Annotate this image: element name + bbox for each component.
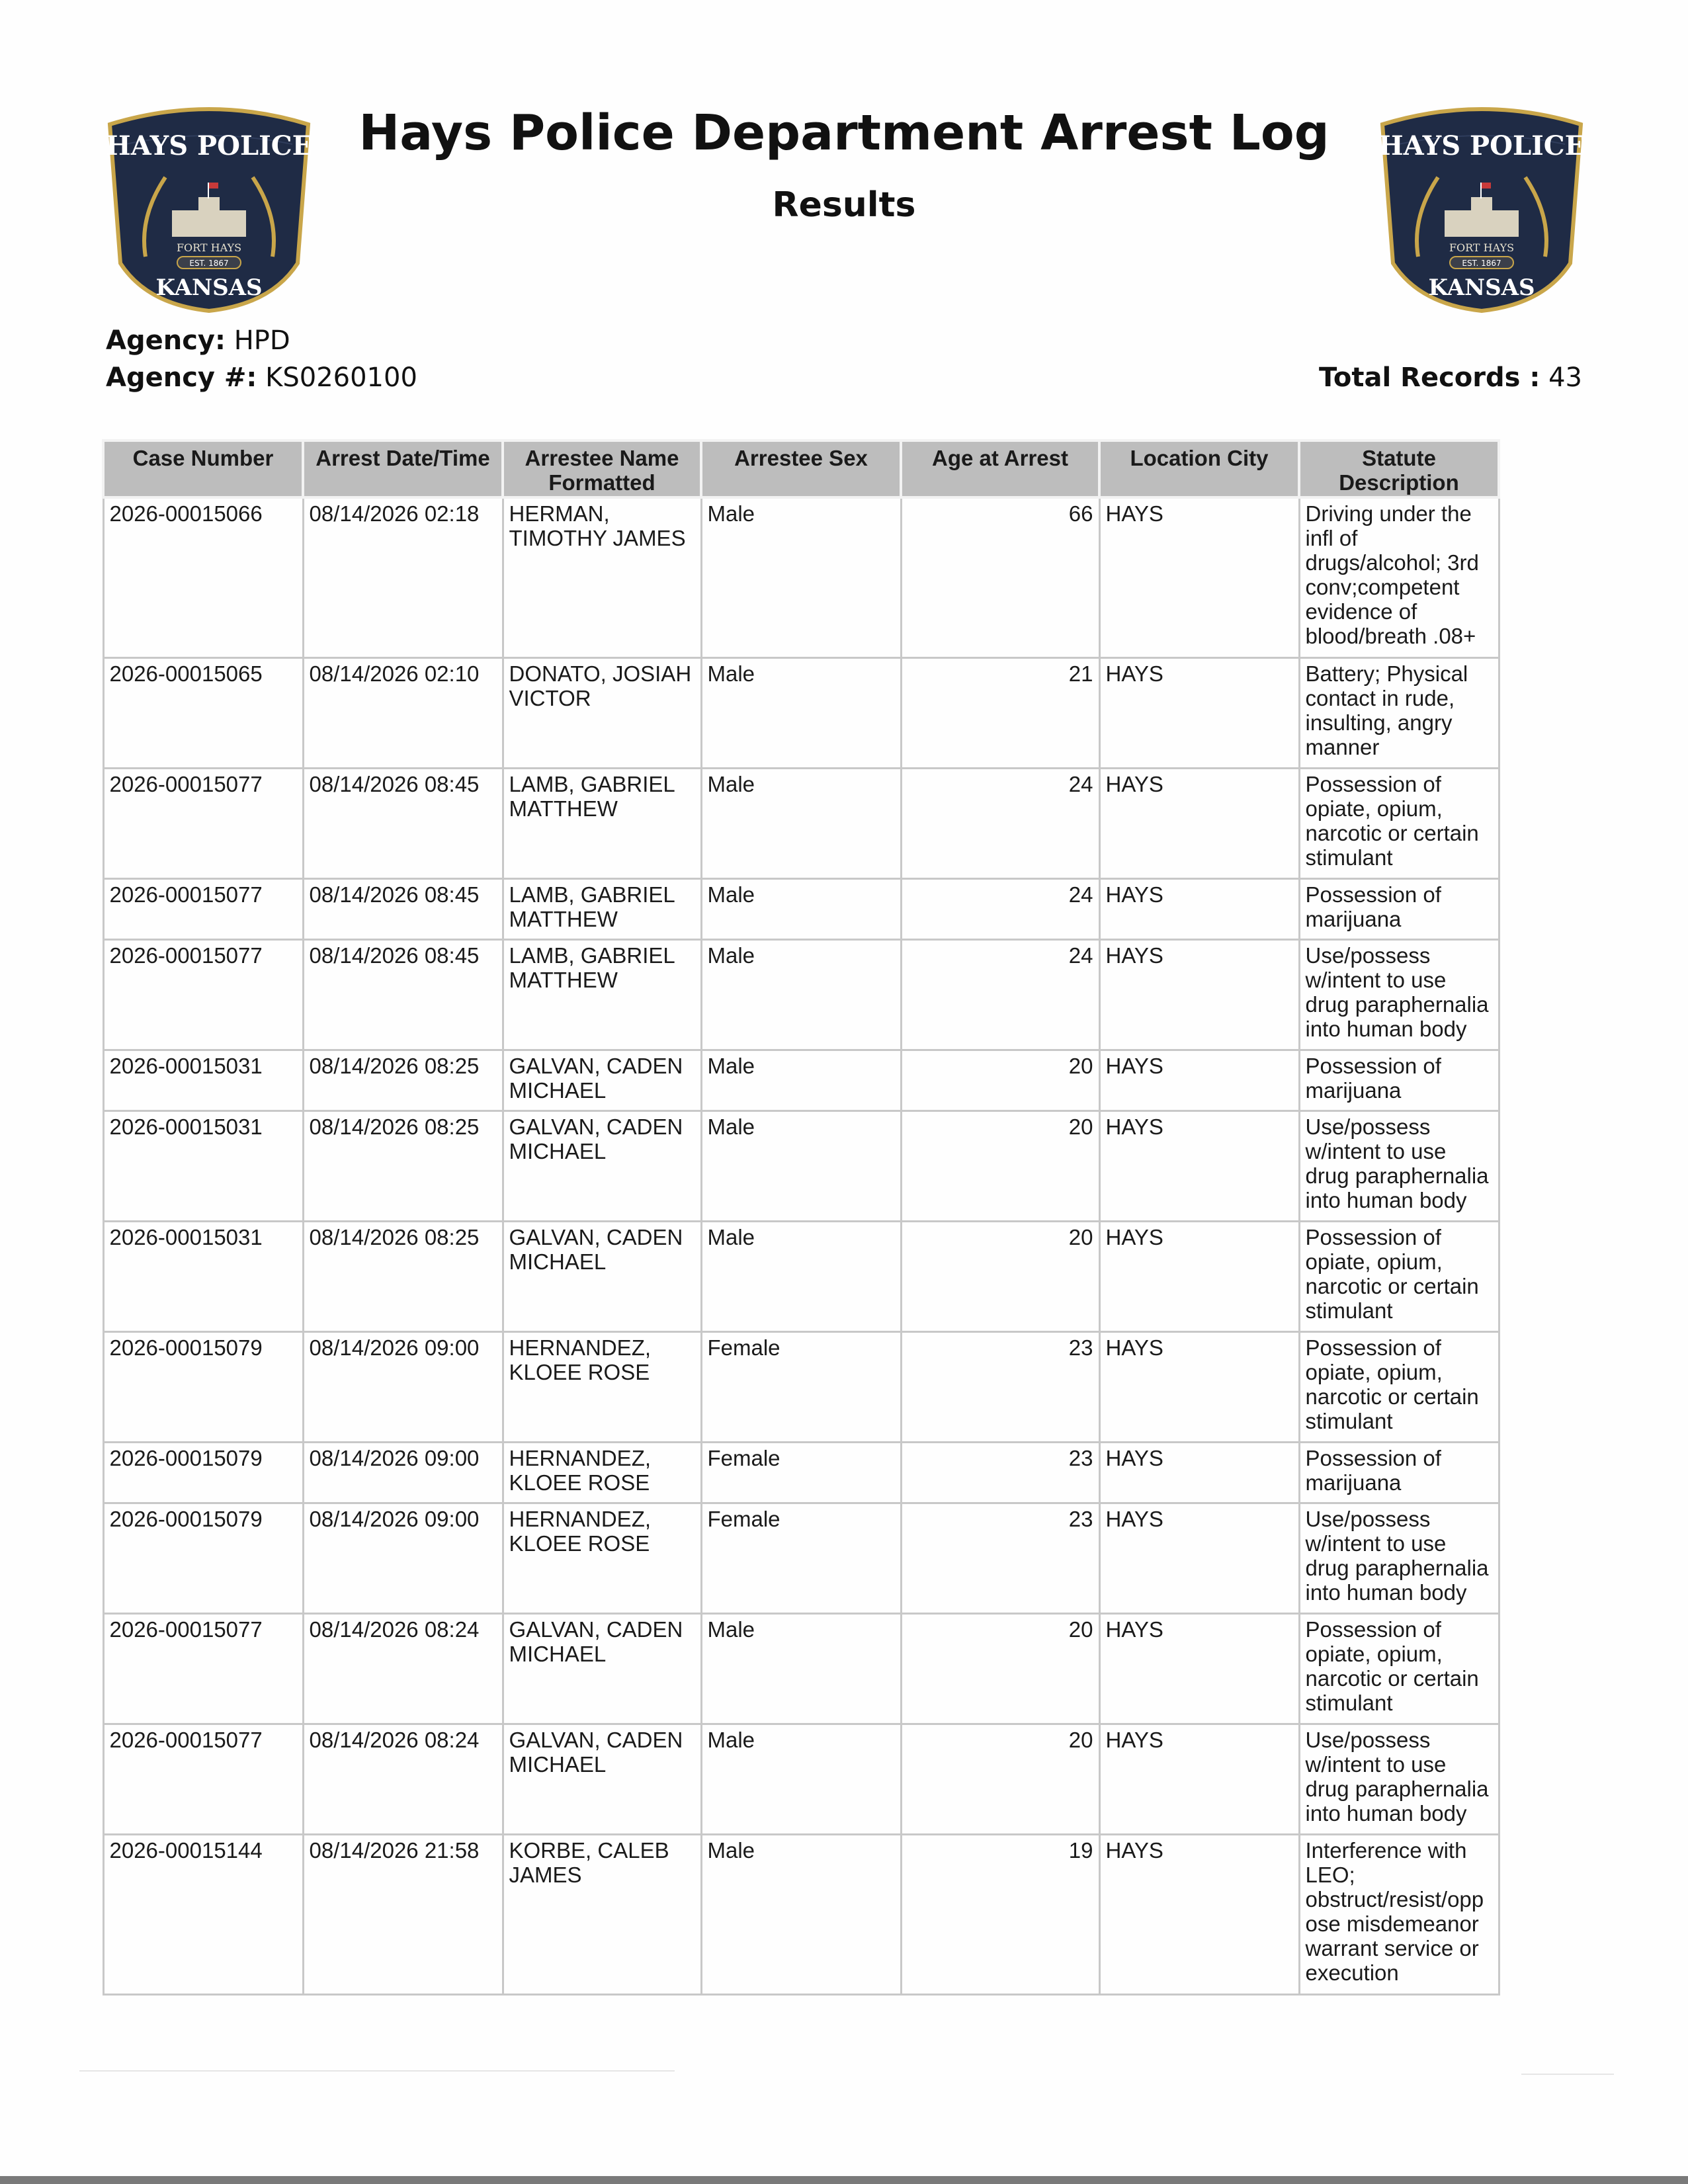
statute-description-cell: Use/possess w/intent to use drug paraphernalia into human body — [1299, 1503, 1499, 1613]
arrestee-sex-cell: Male — [701, 768, 901, 878]
table-row — [103, 657, 1499, 768]
page-title: Hays Police Department Arrest Log — [359, 105, 1329, 161]
statute-description-cell: Possession of opiate, opium, narcotic or certain stimulant — [1299, 1613, 1499, 1724]
age-cell: 21 — [901, 657, 1099, 768]
arrestee-sex-cell: Male — [701, 1221, 901, 1331]
age-cell: 20 — [901, 1111, 1099, 1221]
arrestee-sex-cell: Female — [701, 1503, 901, 1613]
statute-description-cell: Possession of opiate, opium, narcotic or certain stimulant — [1299, 1331, 1499, 1442]
arrest-datetime-cell: 08/14/2026 08:24 — [303, 1613, 503, 1724]
location-city-cell: HAYS — [1099, 939, 1299, 1050]
age-cell: 24 — [901, 878, 1099, 939]
arrest-datetime-cell: 08/14/2026 21:58 — [303, 1834, 503, 1994]
case-number-cell: 2026-00015079 — [103, 1503, 303, 1613]
arrestee-name-cell: HERNANDEZ, KLOEE ROSE — [503, 1331, 701, 1442]
age-cell: 24 — [901, 939, 1099, 1050]
scan-smudge — [79, 2070, 675, 2072]
statute-description-cell: Driving under the infl of drugs/alcohol; 3rd conv;competent evidence of blood/breath .08+ — [1299, 497, 1499, 657]
table-row — [103, 1724, 1499, 1834]
badge-inner-text: FORT HAYS — [1449, 241, 1515, 254]
statute-description-cell: Possession of opiate, opium, narcotic or certain stimulant — [1299, 1221, 1499, 1331]
table-row — [103, 939, 1499, 1050]
column-header-arrestee-sex: Arrestee Sex — [701, 441, 901, 497]
arrest-datetime-cell: 08/14/2026 09:00 — [303, 1503, 503, 1613]
arrest-datetime-cell: 08/14/2026 08:45 — [303, 939, 503, 1050]
statute-description-cell: Possession of marijuana — [1299, 878, 1499, 939]
table-row — [103, 1111, 1499, 1221]
arrestee-sex-cell: Male — [701, 1724, 901, 1834]
table-row — [103, 1050, 1499, 1111]
age-cell: 20 — [901, 1724, 1099, 1834]
location-city-cell: HAYS — [1099, 1724, 1299, 1834]
location-city-cell: HAYS — [1099, 1503, 1299, 1613]
badge-est-text: EST. 1867 — [189, 259, 229, 268]
scan-smudge — [1521, 2074, 1614, 2075]
column-header-age-at-arrest: Age at Arrest — [901, 441, 1099, 497]
badge-top-text: HAYS POLICE — [1378, 130, 1585, 161]
statute-description-cell: Use/possess w/intent to use drug paraphernalia into human body — [1299, 1724, 1499, 1834]
arrest-datetime-cell: 08/14/2026 09:00 — [303, 1442, 503, 1503]
table-row — [103, 1221, 1499, 1331]
table-row — [103, 1503, 1499, 1613]
location-city-cell: HAYS — [1099, 497, 1299, 657]
case-number-cell: 2026-00015031 — [103, 1111, 303, 1221]
badge-inner-text: FORT HAYS — [176, 241, 242, 254]
arrest-datetime-cell: 08/14/2026 08:25 — [303, 1221, 503, 1331]
arrestee-sex-cell: Male — [701, 497, 901, 657]
arrestee-sex-cell: Male — [701, 939, 901, 1050]
agency-value: HPD — [233, 325, 290, 356]
badge-top-text: HAYS POLICE — [105, 130, 313, 161]
badge-bottom-text: KANSAS — [155, 274, 263, 301]
arrestee-name-cell: HERNANDEZ, KLOEE ROSE — [503, 1442, 701, 1503]
location-city-cell: HAYS — [1099, 1111, 1299, 1221]
agency-number-value: KS0260100 — [265, 362, 417, 393]
arrestee-name-cell: GALVAN, CADEN MICHAEL — [503, 1221, 701, 1331]
arrest-datetime-cell: 08/14/2026 02:10 — [303, 657, 503, 768]
location-city-cell: HAYS — [1099, 1442, 1299, 1503]
case-number-cell: 2026-00015065 — [103, 657, 303, 768]
arrest-datetime-cell: 08/14/2026 08:25 — [303, 1111, 503, 1221]
column-header-location-city: Location City — [1099, 441, 1299, 497]
table-row — [103, 1442, 1499, 1503]
case-number-cell: 2026-00015066 — [103, 497, 303, 657]
case-number-cell: 2026-00015077 — [103, 768, 303, 878]
column-header-statute-description: Statute Description — [1299, 441, 1499, 497]
agency-number-line — [106, 362, 417, 393]
arrestee-sex-cell: Female — [701, 1331, 901, 1442]
arrestee-name-cell: LAMB, GABRIEL MATTHEW — [503, 939, 701, 1050]
case-number-cell: 2026-00015077 — [103, 1613, 303, 1724]
column-header-arrest-datetime: Arrest Date/Time — [303, 441, 503, 497]
arrestee-sex-cell: Male — [701, 1613, 901, 1724]
badge-est-text: EST. 1867 — [1462, 259, 1501, 268]
statute-description-cell: Possession of opiate, opium, narcotic or certain stimulant — [1299, 768, 1499, 878]
age-cell: 20 — [901, 1221, 1099, 1331]
table-row — [103, 1834, 1499, 1994]
location-city-cell: HAYS — [1099, 878, 1299, 939]
location-city-cell: HAYS — [1099, 768, 1299, 878]
statute-description-cell: Use/possess w/intent to use drug paraphernalia into human body — [1299, 1111, 1499, 1221]
age-cell: 66 — [901, 497, 1099, 657]
location-city-cell: HAYS — [1099, 657, 1299, 768]
case-number-cell: 2026-00015079 — [103, 1442, 303, 1503]
agency-number-label: Agency #: — [106, 362, 257, 393]
arrest-datetime-cell: 08/14/2026 08:25 — [303, 1050, 503, 1111]
arrestee-name-cell: LAMB, GABRIEL MATTHEW — [503, 878, 701, 939]
arrestee-sex-cell: Female — [701, 1442, 901, 1503]
table-row — [103, 768, 1499, 878]
arrest-datetime-cell: 08/14/2026 09:00 — [303, 1331, 503, 1442]
case-number-cell: 2026-00015077 — [103, 939, 303, 1050]
location-city-cell: HAYS — [1099, 1613, 1299, 1724]
location-city-cell: HAYS — [1099, 1221, 1299, 1331]
location-city-cell: HAYS — [1099, 1331, 1299, 1442]
arrestee-name-cell: HERNANDEZ, KLOEE ROSE — [503, 1503, 701, 1613]
statute-description-cell: Battery; Physical contact in rude, insulting, angry manner — [1299, 657, 1499, 768]
arrestee-name-cell: DONATO, JOSIAH VICTOR — [503, 657, 701, 768]
statute-description-cell: Possession of marijuana — [1299, 1442, 1499, 1503]
table-row — [103, 1331, 1499, 1442]
page-subtitle: Results — [772, 185, 916, 225]
table-row — [103, 497, 1499, 657]
arrestee-name-cell: GALVAN, CADEN MICHAEL — [503, 1111, 701, 1221]
age-cell: 23 — [901, 1442, 1099, 1503]
case-number-cell: 2026-00015031 — [103, 1221, 303, 1331]
age-cell: 24 — [901, 768, 1099, 878]
arrest-datetime-cell: 08/14/2026 08:45 — [303, 768, 503, 878]
table-header-row — [103, 441, 1499, 497]
arrestee-name-cell: KORBE, CALEB JAMES — [503, 1834, 701, 1994]
arrestee-sex-cell: Male — [701, 1111, 901, 1221]
arrestee-name-cell: GALVAN, CADEN MICHAEL — [503, 1050, 701, 1111]
age-cell: 23 — [901, 1503, 1099, 1613]
table-row — [103, 878, 1499, 939]
case-number-cell: 2026-00015079 — [103, 1331, 303, 1442]
total-records-line — [1319, 362, 1582, 393]
location-city-cell: HAYS — [1099, 1834, 1299, 1994]
location-city-cell: HAYS — [1099, 1050, 1299, 1111]
total-records-value: 43 — [1548, 362, 1582, 393]
table-row — [103, 1613, 1499, 1724]
arrest-datetime-cell: 08/14/2026 08:45 — [303, 878, 503, 939]
arrestee-name-cell: HERMAN, TIMOTHY JAMES — [503, 497, 701, 657]
case-number-cell: 2026-00015144 — [103, 1834, 303, 1994]
column-header-case-number: Case Number — [103, 441, 303, 497]
age-cell: 23 — [901, 1331, 1099, 1442]
age-cell: 20 — [901, 1050, 1099, 1111]
arrestee-sex-cell: Male — [701, 657, 901, 768]
arrest-datetime-cell: 08/14/2026 02:18 — [303, 497, 503, 657]
arrestee-name-cell: LAMB, GABRIEL MATTHEW — [503, 768, 701, 878]
case-number-cell: 2026-00015031 — [103, 1050, 303, 1111]
total-records-label: Total Records : — [1318, 362, 1540, 393]
arrest-log-table — [102, 439, 1500, 1995]
case-number-cell: 2026-00015077 — [103, 1724, 303, 1834]
agency-line — [106, 325, 290, 356]
statute-description-cell: Interference with LEO; obstruct/resist/opp ose misdemeanor warrant service or execution — [1299, 1834, 1499, 1994]
case-number-cell: 2026-00015077 — [103, 878, 303, 939]
column-header-arrestee-name: Arrestee Name Formatted — [503, 441, 701, 497]
arrestee-name-cell: GALVAN, CADEN MICHAEL — [503, 1724, 701, 1834]
arrestee-sex-cell: Male — [701, 1050, 901, 1111]
arrestee-name-cell: GALVAN, CADEN MICHAEL — [503, 1613, 701, 1724]
statute-description-cell: Use/possess w/intent to use drug paraphernalia into human body — [1299, 939, 1499, 1050]
arrest-datetime-cell: 08/14/2026 08:24 — [303, 1724, 503, 1834]
badge-bottom-text: KANSAS — [1428, 274, 1535, 301]
age-cell: 19 — [901, 1834, 1099, 1994]
scan-edge — [0, 2176, 1688, 2184]
agency-label: Agency: — [106, 325, 226, 356]
statute-description-cell: Possession of marijuana — [1299, 1050, 1499, 1111]
age-cell: 20 — [901, 1613, 1099, 1724]
arrestee-sex-cell: Male — [701, 878, 901, 939]
arrestee-sex-cell: Male — [701, 1834, 901, 1994]
